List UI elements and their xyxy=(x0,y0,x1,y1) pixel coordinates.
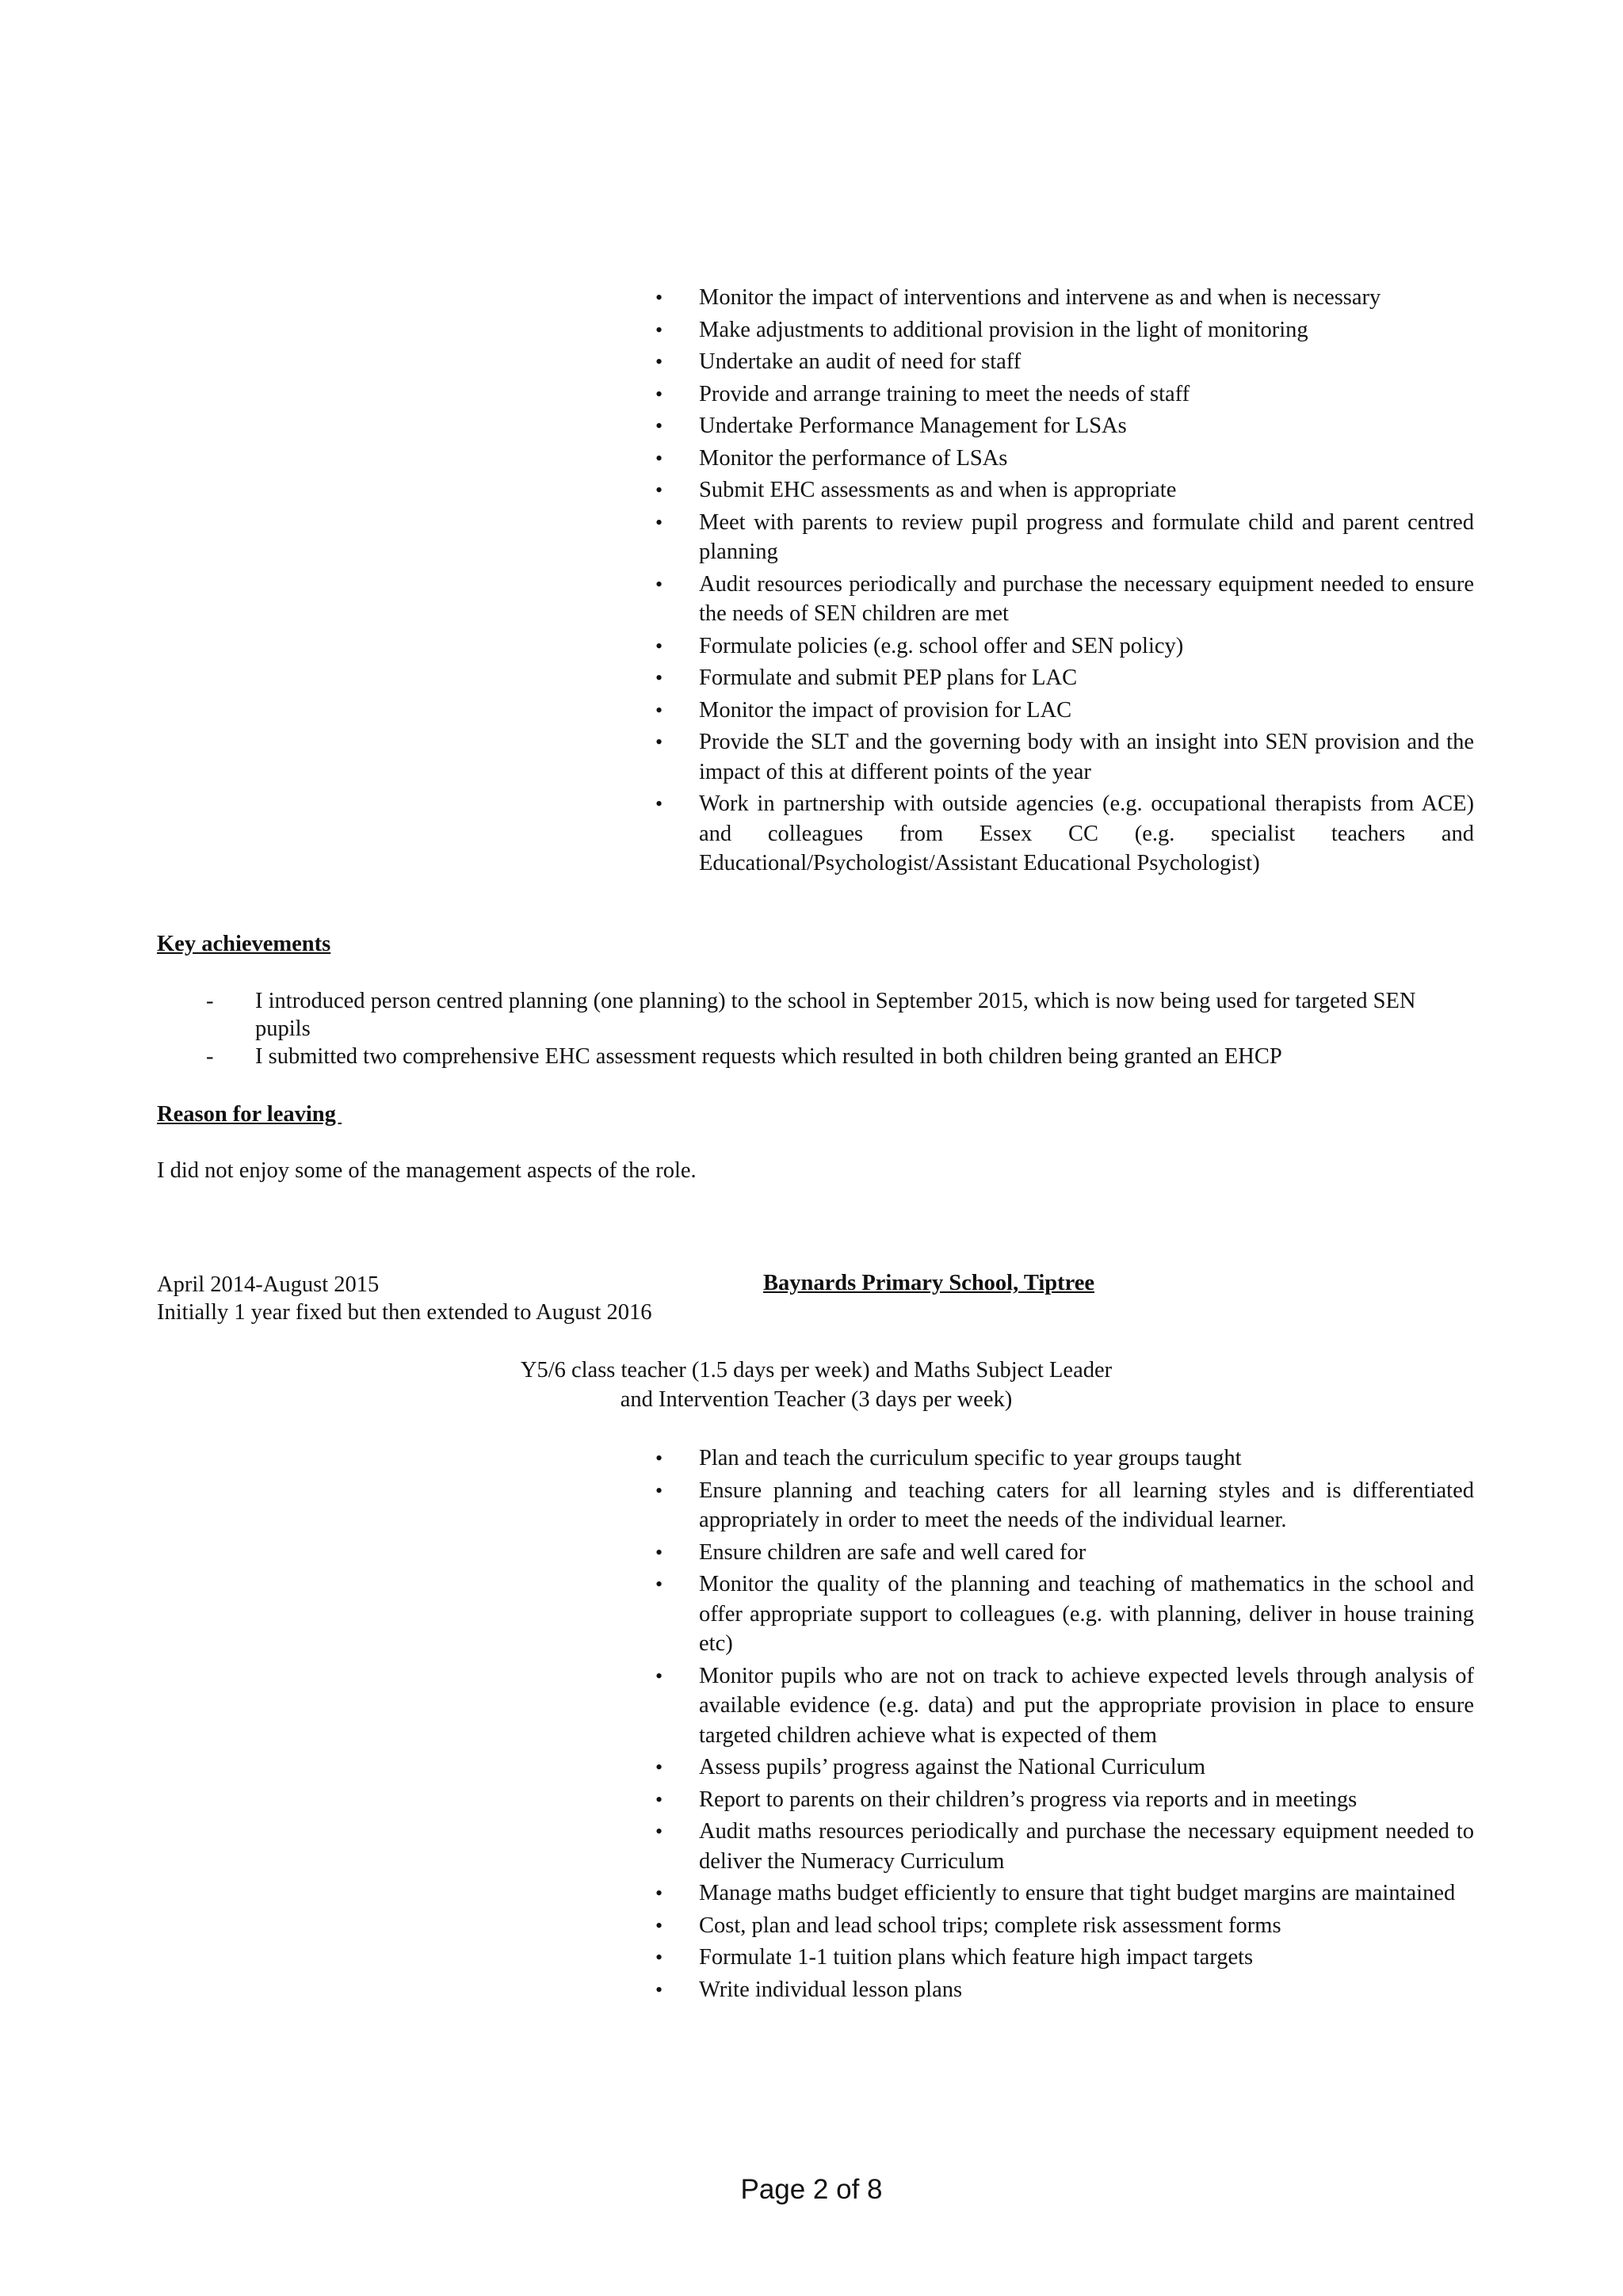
list-item: • Provide and arrange training to meet the needs of staff xyxy=(646,379,1474,410)
dash-icon: - xyxy=(206,1044,214,1069)
list-item: • Formulate policies (e.g. school offer and SEN policy) xyxy=(646,631,1474,662)
list-item: • Ensure planning and teaching caters for all learning styles and is differentiated appropriately in order to meet the needs of the individual learner. xyxy=(646,1476,1474,1535)
job-dates: April 2014-August 2015 xyxy=(157,1272,380,1297)
list-item: - I submitted two comprehensive EHC assessment requests which resulted in both children being granted an EHCP xyxy=(206,1044,1282,1069)
bullet-icon: • xyxy=(655,1913,663,1937)
bullet-icon: • xyxy=(655,698,663,722)
list-item: • Work in partnership with outside agencies (e.g. occupational therapists from ACE) and colleagues from Essex CC (e.g. specialist teachers and Educational/Psychologist/Assistant Educational Psychologist) xyxy=(646,789,1474,879)
list-item: • Cost, plan and lead school trips; complete risk assessment forms xyxy=(646,1911,1474,1941)
bullet-icon: • xyxy=(655,1978,663,2001)
list-item: • Monitor the impact of interventions and intervene as and when is necessary xyxy=(646,283,1474,313)
bullet-icon: • xyxy=(655,1478,663,1502)
list-item: • Monitor the quality of the planning and teaching of mathematics in the school and offer appropriate support to colleagues (e.g. with planning, deliver in house training etc) xyxy=(646,1569,1474,1659)
list-item: • Write individual lesson plans xyxy=(646,1975,1474,2005)
bullet-icon: • xyxy=(655,350,663,373)
bullet-icon: • xyxy=(655,1756,663,1779)
bullet-icon: • xyxy=(655,286,663,309)
bullet-icon: • xyxy=(655,1447,663,1470)
key-achievements-list xyxy=(157,987,1476,1070)
reason-for-leaving-heading: Reason for leaving xyxy=(157,1102,342,1127)
list-item: • Manage maths budget efficiently to ensure that tight budget margins are maintained xyxy=(646,1878,1474,1909)
list-item: • Formulate and submit PEP plans for LAC xyxy=(646,663,1474,693)
job-contract-note: Initially 1 year fixed but then extended to August 2016 xyxy=(157,1300,652,1325)
bullet-icon: • xyxy=(655,1946,663,1969)
bullet-icon: • xyxy=(655,792,663,815)
list-item: • Plan and teach the curriculum specific to year groups taught xyxy=(646,1444,1474,1474)
list-item: • Undertake Performance Management for LSAs xyxy=(646,411,1474,441)
reason-for-leaving-text: I did not enjoy some of the management aspects of the role. xyxy=(157,1158,697,1183)
bullet-icon: • xyxy=(655,634,663,658)
bullet-icon: • xyxy=(655,1787,663,1811)
list-item: • Report to parents on their children’s progress via reports and in meetings xyxy=(646,1785,1474,1815)
bullet-icon: • xyxy=(655,730,663,753)
page-number-footer: Page 2 of 8 xyxy=(740,2174,883,2205)
role-line-1: Y5/6 class teacher (1.5 days per week) and Maths Subject Leader xyxy=(520,1358,1113,1383)
bullet-icon: • xyxy=(655,1664,663,1688)
bullet-icon: • xyxy=(655,414,663,437)
list-item: • Assess pupils’ progress against the National Curriculum xyxy=(646,1753,1474,1783)
bullet-icon: • xyxy=(655,446,663,470)
list-item: • Make adjustments to additional provision in the light of monitoring xyxy=(646,315,1474,345)
job-role-title xyxy=(475,1356,1157,1414)
job-employer: Baynards Primary School, Tiptree xyxy=(763,1271,1095,1295)
list-item: • Audit maths resources periodically and purchase the necessary equipment needed to deliver the Numeracy Curriculum xyxy=(646,1817,1474,1876)
bullet-icon: • xyxy=(655,318,663,341)
bullet-icon: • xyxy=(655,666,663,689)
bullet-icon: • xyxy=(655,1573,663,1596)
list-item: • Formulate 1-1 tuition plans which feature high impact targets xyxy=(646,1943,1474,1973)
list-item: • Provide the SLT and the governing body with an insight into SEN provision and the impact of this at different points of the year xyxy=(646,727,1474,787)
list-item: • Meet with parents to review pupil progress and formulate child and parent centred planning xyxy=(646,508,1474,567)
bullet-icon: • xyxy=(655,1882,663,1905)
list-item: • Submit EHC assessments as and when is appropriate xyxy=(646,475,1474,505)
bullet-icon: • xyxy=(655,382,663,406)
list-item: • Monitor the performance of LSAs xyxy=(646,444,1474,474)
list-item: • Monitor pupils who are not on track to achieve expected levels through analysis of available evidence (e.g. data) and put the appropriate provision in place to ensure targeted children achieve what is expected of them xyxy=(646,1661,1474,1751)
list-item: • Ensure children are safe and well cared for xyxy=(646,1538,1474,1568)
dash-icon: - xyxy=(206,989,214,1013)
responsibilities-list-top xyxy=(646,283,1474,881)
key-achievements-heading: Key achievements xyxy=(157,932,331,956)
bullet-icon: • xyxy=(655,479,663,502)
bullet-icon: • xyxy=(655,510,663,534)
list-item: • Monitor the impact of provision for LAC xyxy=(646,696,1474,726)
list-item: • Undertake an audit of need for staff xyxy=(646,347,1474,377)
bullet-icon: • xyxy=(655,1540,663,1564)
list-item: - I introduced person centred planning (one planning) to the school in September 2015, which is now being used for targeted SEN pupils xyxy=(206,989,1416,1041)
bullet-icon: • xyxy=(655,572,663,596)
responsibilities-list-job xyxy=(646,1444,1474,2007)
list-item: • Audit resources periodically and purchase the necessary equipment needed to ensure the needs of SEN children are met xyxy=(646,570,1474,629)
bullet-icon: • xyxy=(655,1820,663,1843)
role-line-2: and Intervention Teacher (3 days per week) xyxy=(620,1387,1013,1412)
